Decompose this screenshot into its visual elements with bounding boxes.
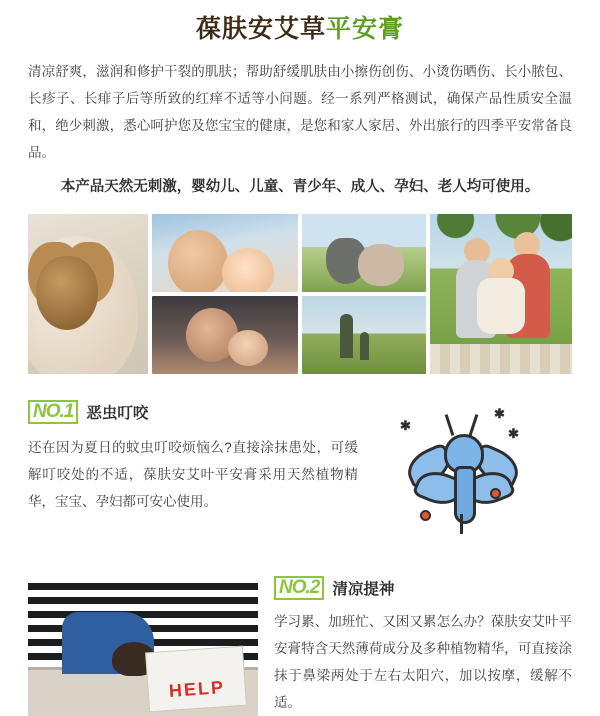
page-title [0, 0, 600, 44]
mosquito-illustration [358, 400, 572, 550]
antenna-left-icon [445, 414, 455, 436]
collage-column-2 [152, 214, 298, 374]
section-no2-header [274, 576, 572, 600]
section-no2-text [274, 576, 572, 716]
photo-family-picnic-in-park [430, 214, 572, 374]
spark-icon-left: ✱ [400, 417, 411, 433]
intro-paragraph: 清凉舒爽，滋润和修护干裂的肌肤；帮助舒缓肌肤由小擦伤创伤、小烫伤晒伤、长小脓包、长疹子、长痱子后等所致的红痒不适等小问题。经一系列严格测试，确保产品性质安全温和，绝少刺激，悉心呵护您及您宝宝的健康，是您和家人家居、外出旅行的四季平安常备良品。 [28, 63, 572, 160]
section-no1-body: 还在因为夏日的蚊虫叮咬烦恼么?直接涂抹患处，可缓解叮咬处的不适，葆肤安艾叶平安膏采用天然植物精华，宝宝、孕妇都可安心使用。 [28, 439, 358, 509]
badge-no2: NO.2 [274, 576, 324, 600]
photo-mother-and-baby-indoors [152, 296, 298, 374]
photo-couple-relaxing-on-grass [302, 214, 426, 292]
picnic-blanket [430, 344, 572, 374]
title-brand: 葆肤安艾草 [195, 15, 326, 43]
section-no2-body: 学习累、加班忙、又困又累怎么办？葆肤安艾叶平安膏特含天然薄荷成分及多种植物精华，可直接涂抹于鼻梁两处于左右太阳穴，加以按摩，缓解不适。 [274, 613, 572, 710]
accent-dot-left [420, 510, 431, 521]
child-body [477, 278, 525, 334]
collage-column-1 [28, 214, 148, 374]
photo-father-and-child-in-field [302, 296, 426, 374]
collage-column-4 [430, 214, 572, 374]
collage-column-3 [302, 214, 426, 374]
help-sign-text: HELP [168, 676, 226, 701]
spark-icon-top: ✱ [494, 405, 505, 421]
mosquito-proboscis-icon [460, 514, 463, 534]
accent-dot-right [490, 488, 501, 499]
section-no1-text [28, 400, 358, 515]
badge-no1: NO.1 [28, 400, 78, 424]
title-highlight: 平安膏 [326, 15, 405, 43]
photo-collage [28, 214, 572, 374]
spark-icon-right: ✱ [508, 425, 519, 441]
section-no1-layout [28, 400, 572, 550]
mosquito-abdomen-icon [454, 466, 476, 524]
section-no2 [28, 576, 572, 716]
section-no2-layout [28, 576, 572, 716]
photo-student-asleep-at-desk-with-help-sign [28, 576, 258, 716]
section-no2-title: 清凉提神 [332, 580, 395, 598]
section-no1-header [28, 400, 358, 424]
antenna-right-icon [469, 414, 479, 436]
mosquito-doodle-icon [398, 405, 528, 540]
photo-mother-holding-baby-outdoors [152, 214, 298, 292]
photo-teddy-bear-on-pregnant-belly [28, 214, 148, 374]
section-no1-title: 恶虫叮咬 [86, 404, 149, 422]
intro-note: 本产品天然无刺激，婴幼儿、儿童、青少年、成人、孕妇、老人均可使用。 [60, 178, 540, 195]
section-no1 [28, 400, 572, 550]
